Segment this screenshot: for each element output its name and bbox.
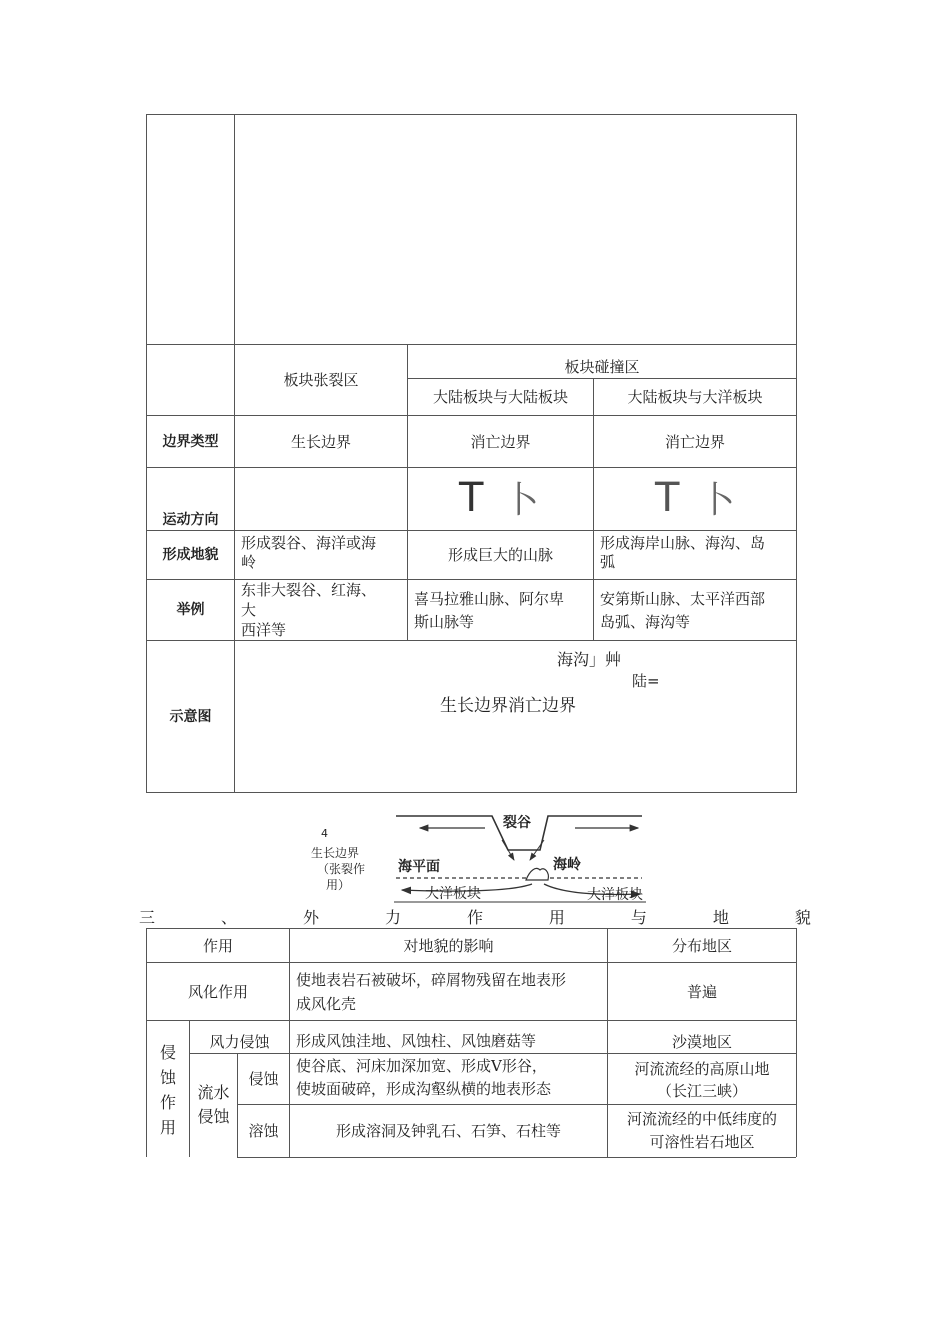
wind-erosion-distribution: 沙漠地区 <box>671 1032 732 1051</box>
water-erosion-distribution-line2: （长江三峡） <box>656 1082 747 1100</box>
example-rift-line2: 大 <box>241 601 257 619</box>
water-erosion-label-line2: 侵蚀 <box>197 1107 230 1126</box>
dissolution-label: 溶蚀 <box>248 1122 279 1140</box>
diagram-text-trench: 海沟」艸 <box>557 650 622 669</box>
example-co <box>600 588 765 634</box>
landform-rift-line1: 形成裂谷、海洋或海 <box>241 534 377 552</box>
erosion-label-char: 用 <box>159 1118 176 1137</box>
label-plate-left: 大洋板块 <box>425 886 481 902</box>
water-erosion-impact-line2: 使坡面破碎，形成沟壑纵横的地表形态 <box>296 1080 552 1098</box>
section-heading <box>139 907 811 929</box>
example-rift-line1: 东非大裂谷、红海、 <box>241 581 377 599</box>
landform-rift-line2: 岭 <box>241 553 257 571</box>
landform-co <box>600 534 765 572</box>
header-continental-continental: 大陆板块与大陆板块 <box>432 388 568 406</box>
heading-char: 用 <box>548 908 565 927</box>
heading-char: 、 <box>220 908 237 927</box>
heading-char: 三 <box>139 908 156 927</box>
caption-line2: （张裂作 <box>317 862 366 876</box>
landform-co-line1: 形成海岸山脉、海沟、岛 <box>600 534 766 552</box>
heading-char: 貌 <box>794 908 811 927</box>
water-erosion-distribution-line1: 河流流经的高原山地 <box>634 1060 770 1078</box>
example-cc-line1: 喜马拉雅山脉、阿尔卑 <box>414 590 565 608</box>
erosion-label-char: 侵 <box>159 1043 176 1062</box>
header-impact: 对地貌的影响 <box>403 936 494 955</box>
label-rift-valley: 裂谷 <box>503 815 531 831</box>
example-co-line2: 岛弧、海沟等 <box>600 613 691 631</box>
motion-symbol-cc-b: 卜 <box>503 480 540 521</box>
weathering-label: 风化作用 <box>187 982 248 1001</box>
caption-line3: 用） <box>326 878 351 892</box>
header-continental-oceanic: 大陆板块与大洋板块 <box>627 388 763 406</box>
heading-char: 与 <box>630 908 647 927</box>
motion-symbol-co-a: T <box>655 475 680 521</box>
label-ridge: 海岭 <box>553 857 581 873</box>
weathering-impact <box>296 968 566 1016</box>
wind-erosion-label: 风力侵蚀 <box>209 1032 270 1051</box>
label-plate-right: 大洋板块 <box>587 887 643 903</box>
boundary-type-co: 消亡边界 <box>664 432 725 451</box>
label-sea-level: 海平面 <box>398 859 440 875</box>
header-distribution: 分布地区 <box>671 936 732 955</box>
header-rift-zone: 板块张裂区 <box>283 371 359 389</box>
dissolution-distribution-line1: 河流流经的中低纬度的 <box>626 1110 777 1128</box>
dissolution-distribution <box>608 1108 796 1154</box>
boundary-type-cc: 消亡边界 <box>470 432 531 451</box>
landform-cc: 形成巨大的山脉 <box>447 546 553 564</box>
water-erosion-label-line1: 流水 <box>197 1083 230 1102</box>
example-rift <box>241 580 407 639</box>
boundary-type-rift: 生长边界 <box>290 432 351 451</box>
weathering-impact-line1: 使地表岩石被破坏，碎屑物残留在地表形 <box>296 971 567 989</box>
row-label-boundary-type: 边界类型 <box>162 433 219 450</box>
water-erosion-distribution <box>608 1058 796 1102</box>
motion-symbol-co-b: 卜 <box>699 480 736 521</box>
weathering-impact-line2: 成风化壳 <box>296 995 357 1013</box>
landform-rift <box>241 534 376 572</box>
example-co-line1: 安第斯山脉、太平洋西部 <box>600 590 766 608</box>
erosion-label-char: 蚀 <box>159 1068 176 1087</box>
heading-char: 力 <box>384 908 401 927</box>
diagram-text-continent: 陆= <box>632 672 660 690</box>
dissolution-distribution-line2: 可溶性岩石地区 <box>649 1133 755 1151</box>
wind-erosion-impact: 形成风蚀洼地、风蚀柱、风蚀磨菇等 <box>296 1032 537 1050</box>
caption-line1: 生长边界 <box>311 846 360 860</box>
row-label-diagram: 示意图 <box>169 708 212 725</box>
diagram-text-boundaries: 生长边界消亡边界 <box>440 696 576 716</box>
heading-char: 作 <box>466 908 483 927</box>
dissolution-impact: 形成溶洞及钟乳石、石笋、石柱等 <box>335 1122 561 1140</box>
heading-char: 地 <box>712 908 729 927</box>
example-rift-line3: 西洋等 <box>241 621 287 639</box>
weathering-distribution: 普遍 <box>686 982 717 1001</box>
row-label-landform: 形成地貌 <box>162 547 219 563</box>
motion-symbol-cc-a: T <box>459 475 484 521</box>
water-erosion-label <box>190 1081 237 1129</box>
row-label-motion: 运动方向 <box>162 512 219 528</box>
header-effect: 作用 <box>202 936 233 955</box>
erosion-label <box>147 1040 189 1140</box>
example-cc <box>414 588 564 634</box>
water-erosion-impact <box>296 1055 551 1101</box>
header-collision-zone: 板块碰撞区 <box>564 358 640 376</box>
heading-char: 外 <box>302 908 319 927</box>
example-cc-line2: 斯山脉等 <box>414 613 475 631</box>
figure-number: 4 <box>321 827 328 840</box>
water-erosion-sub-label: 侵蚀 <box>248 1070 279 1088</box>
row-label-example: 举例 <box>176 602 205 618</box>
erosion-label-char: 作 <box>159 1093 176 1112</box>
water-erosion-impact-line1: 使谷底、河床加深加宽、形成V形谷， <box>296 1057 547 1075</box>
landform-co-line2: 弧 <box>600 553 616 571</box>
